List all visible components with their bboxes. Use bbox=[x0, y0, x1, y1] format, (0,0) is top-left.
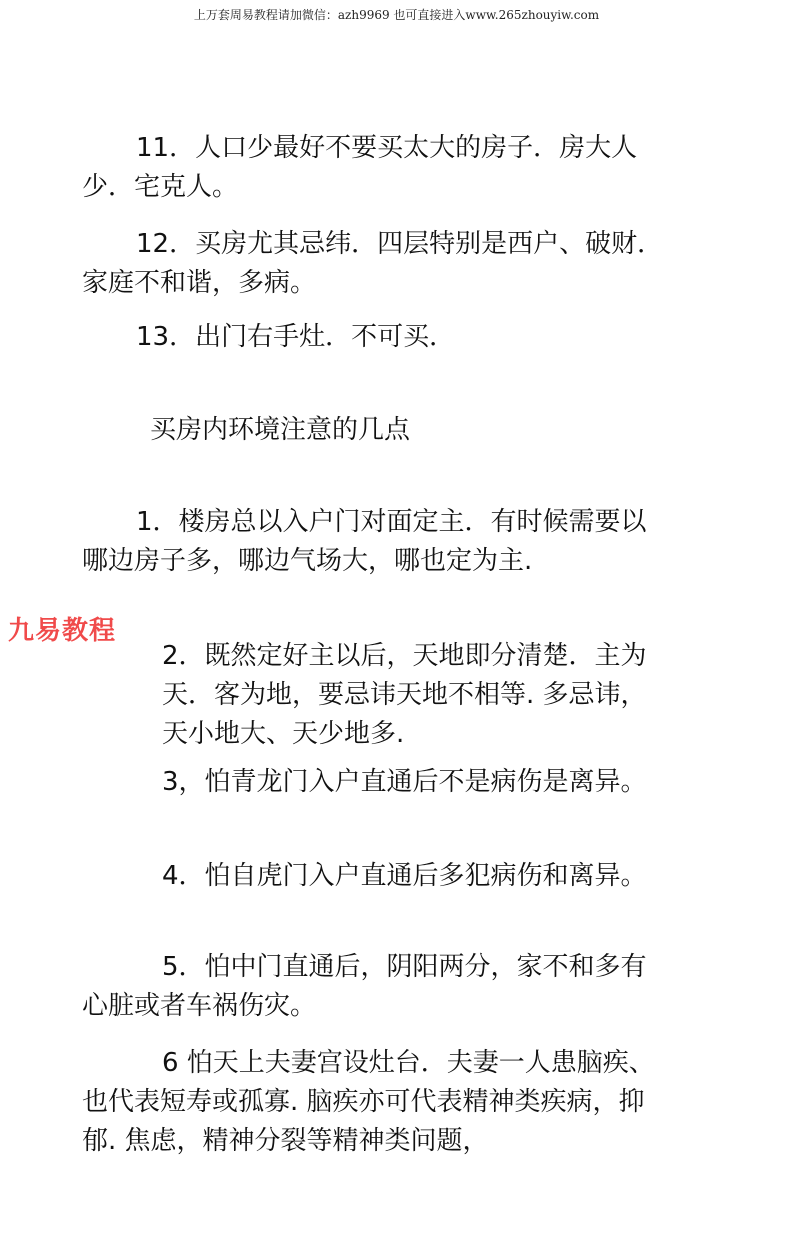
watermark-logo: 九易教程 bbox=[8, 616, 117, 646]
paragraph-item-2 bbox=[162, 637, 647, 754]
text-line: 家庭不和谐，多病。 bbox=[82, 268, 317, 298]
text-line: 11．人口少最好不要买太大的房子．房大人 bbox=[136, 133, 638, 163]
paragraph-item-1 bbox=[82, 503, 647, 581]
paragraph-item-13 bbox=[82, 318, 455, 357]
paragraph-item-11 bbox=[82, 129, 637, 207]
text-line: 3，怕青龙门入户直通后不是病伤是离异。 bbox=[162, 767, 647, 797]
paragraph-item-3 bbox=[162, 763, 647, 802]
text-line: 哪边房子多，哪边气场大，哪也定为主. bbox=[82, 546, 533, 576]
text-line: 郁. 焦虑，精神分裂等精神类问题， bbox=[82, 1126, 489, 1156]
text-line: 2．既然定好主以后，天地即分清楚．主为 bbox=[162, 641, 647, 671]
text-line: 少．宅克人。 bbox=[82, 172, 239, 202]
text-line: 也代表短寿或孤寡. 脑疾亦可代表精神类疾病，抑 bbox=[82, 1087, 645, 1117]
text-line: 1．楼房总以入户门对面定主．有时候需要以 bbox=[136, 507, 647, 537]
paragraph-item-5 bbox=[82, 948, 647, 1026]
text-line: 6 怕天上夫妻宫设灶台．夫妻一人患脑疾、 bbox=[162, 1048, 655, 1078]
paragraph-item-6 bbox=[82, 1044, 655, 1161]
text-line: 心脏或者车祸伤灾。 bbox=[82, 991, 317, 1021]
page-header: 上万套周易教程请加微信：azh9969 也可直接进入www.265zhouyiw.com bbox=[193, 8, 600, 22]
text-line: 13．出门右手灶．不可买． bbox=[136, 322, 456, 352]
text-line: 天．客为地，要忌讳天地不相等. 多忌讳， bbox=[162, 680, 647, 710]
paragraph-item-12 bbox=[82, 225, 663, 303]
text-line: 12．买房尤其忌纬．四层特别是西户、破财． bbox=[136, 229, 664, 259]
text-line: 5．怕中门直通后，阴阳两分，家不和多有 bbox=[162, 952, 647, 982]
text-line: 天小地大、天少地多. bbox=[162, 719, 405, 749]
text-line: 4．怕自虎门入户直通后多犯病伤和离异。 bbox=[162, 861, 647, 891]
paragraph-item-4 bbox=[162, 857, 647, 896]
section-heading: 买房内环境注意的几点 bbox=[150, 415, 411, 445]
